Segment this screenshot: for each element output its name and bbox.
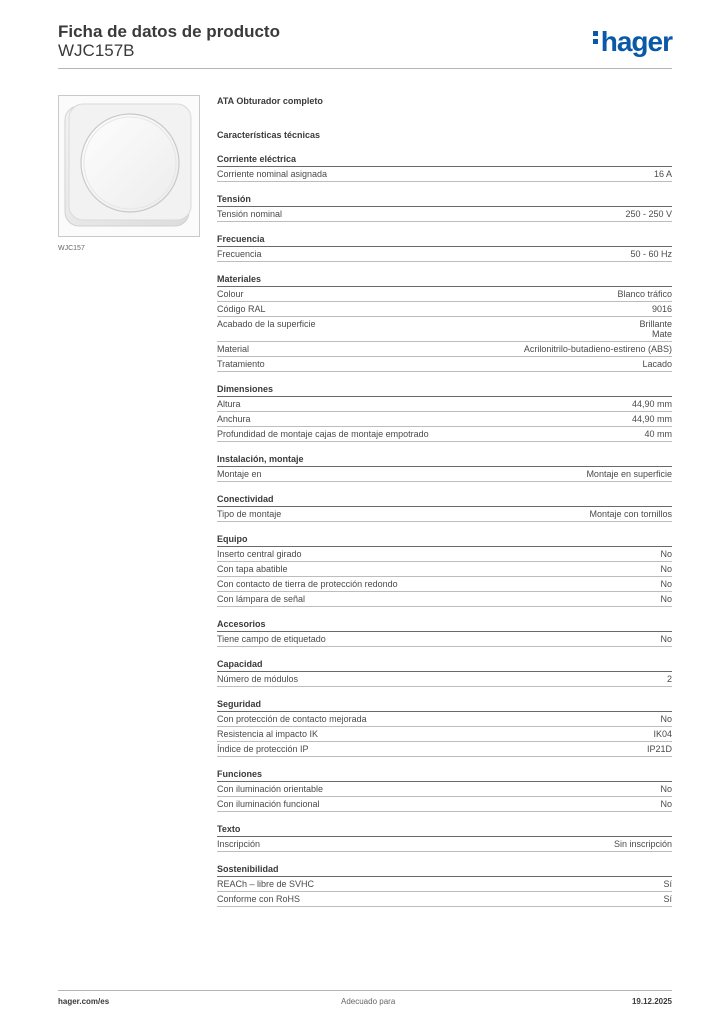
spec-row xyxy=(217,892,672,907)
section-title: Tensión xyxy=(217,192,672,207)
spec-row xyxy=(217,547,672,562)
spec-row xyxy=(217,287,672,302)
spec-row xyxy=(217,632,672,647)
spec-label: Con lámpara de señal xyxy=(217,594,306,604)
spec-row xyxy=(217,797,672,812)
spec-label: Montaje en xyxy=(217,469,262,479)
spec-label: Tratamiento xyxy=(217,359,265,369)
spec-value-line: No xyxy=(660,564,672,574)
spec-value xyxy=(639,319,672,339)
spec-value xyxy=(625,209,672,219)
spec-value xyxy=(589,509,672,519)
spec-value-line: Montaje con tornillos xyxy=(589,509,672,519)
spec-value-line: Sí xyxy=(663,894,672,904)
footer-website: hager.com/es xyxy=(58,997,110,1006)
section-title: Accesorios xyxy=(217,617,672,632)
header-divider xyxy=(58,68,672,69)
spec-value xyxy=(660,784,672,794)
product-code: WJC157B xyxy=(58,41,135,60)
logo-dots-icon xyxy=(593,28,599,47)
spec-value-line: IK04 xyxy=(653,729,672,739)
spec-value-line: No xyxy=(660,714,672,724)
section-title: Corriente eléctrica xyxy=(217,152,672,167)
spec-section xyxy=(217,657,672,687)
spec-label: Conforme con RoHS xyxy=(217,894,301,904)
spec-row xyxy=(217,837,672,852)
spec-value xyxy=(617,289,672,299)
document-header xyxy=(58,22,280,60)
spec-value-line: 2 xyxy=(666,674,672,684)
spec-label: Resistencia al impacto IK xyxy=(217,729,319,739)
product-image xyxy=(58,95,200,237)
product-name: ATA Obturador completo xyxy=(217,96,323,106)
spec-row xyxy=(217,742,672,757)
spec-row xyxy=(217,712,672,727)
spec-label: Con iluminación funcional xyxy=(217,799,320,809)
spec-value xyxy=(652,304,672,314)
spec-value xyxy=(660,549,672,559)
spec-value-line: No xyxy=(660,579,672,589)
spec-value-line: Acrilonitrilo-butadieno-estireno (ABS) xyxy=(523,344,672,354)
section-title: Conectividad xyxy=(217,492,672,507)
section-title: Seguridad xyxy=(217,697,672,712)
spec-label: Índice de protección IP xyxy=(217,744,309,754)
section-title: Instalación, montaje xyxy=(217,452,672,467)
spec-label: Tensión nominal xyxy=(217,209,283,219)
image-caption: WJC157 xyxy=(58,245,85,252)
section-title: Materiales xyxy=(217,272,672,287)
spec-value-line: 40 mm xyxy=(644,429,672,439)
spec-label: Colour xyxy=(217,289,244,299)
spec-label: Altura xyxy=(217,399,241,409)
spec-label: Con protección de contacto mejorada xyxy=(217,714,367,724)
wall-plate-cover-icon xyxy=(59,96,199,236)
spec-label: REACh – libre de SVHC xyxy=(217,879,315,889)
spec-section xyxy=(217,532,672,607)
spec-section xyxy=(217,232,672,262)
spec-section xyxy=(217,192,672,222)
spec-value xyxy=(663,894,672,904)
spec-row xyxy=(217,317,672,342)
spec-value-line: 50 - 60 Hz xyxy=(630,249,672,259)
spec-value-line: No xyxy=(660,634,672,644)
spec-value-line: Blanco tráfico xyxy=(617,289,672,299)
spec-row xyxy=(217,207,672,222)
spec-value xyxy=(660,799,672,809)
specifications xyxy=(217,94,672,907)
spec-row xyxy=(217,467,672,482)
spec-label: Material xyxy=(217,344,250,354)
spec-value xyxy=(632,399,672,409)
spec-value-line: 9016 xyxy=(651,304,672,314)
spec-label: Corriente nominal asignada xyxy=(217,169,328,179)
spec-value-line: 16 A xyxy=(653,169,672,179)
section-title: Equipo xyxy=(217,532,672,547)
spec-value-line: 44,90 mm xyxy=(631,399,672,409)
spec-value xyxy=(667,674,672,684)
spec-value xyxy=(660,579,672,589)
spec-section xyxy=(217,697,672,757)
spec-value xyxy=(660,564,672,574)
spec-label: Inserto central girado xyxy=(217,549,302,559)
spec-label: Acabado de la superficie xyxy=(217,319,316,329)
spec-label: Anchura xyxy=(217,414,251,424)
spec-value-line: IP21D xyxy=(646,744,672,754)
spec-value-line: No xyxy=(660,784,672,794)
spec-value xyxy=(663,879,672,889)
spec-row xyxy=(217,357,672,372)
spec-section xyxy=(217,617,672,647)
spec-label: Con iluminación orientable xyxy=(217,784,324,794)
section-title: Funciones xyxy=(217,767,672,782)
section-title: Capacidad xyxy=(217,657,672,672)
spec-value-line: Brillante xyxy=(639,319,672,329)
spec-section xyxy=(217,862,672,907)
spec-value xyxy=(642,359,672,369)
spec-label: Inscripción xyxy=(217,839,261,849)
spec-label: Número de módulos xyxy=(217,674,299,684)
spec-row xyxy=(217,592,672,607)
spec-row xyxy=(217,342,672,357)
section-title: Texto xyxy=(217,822,672,837)
logo-text: hager xyxy=(600,26,672,57)
spec-row xyxy=(217,782,672,797)
section-title: Dimensiones xyxy=(217,382,672,397)
spec-section xyxy=(217,492,672,522)
spec-value xyxy=(586,469,672,479)
technical-characteristics-heading: Características técnicas xyxy=(217,130,321,140)
spec-value-line: Montaje en superficie xyxy=(586,469,672,479)
spec-value xyxy=(632,414,672,424)
section-title: Sostenibilidad xyxy=(217,862,672,877)
spec-value xyxy=(524,344,672,354)
footer-divider xyxy=(58,990,672,991)
spec-section xyxy=(217,272,672,372)
spec-value xyxy=(660,714,672,724)
footer-date: 19.12.2025 xyxy=(631,997,672,1006)
spec-row xyxy=(217,247,672,262)
spec-value xyxy=(644,429,672,439)
spec-value-line: Sin inscripción xyxy=(613,839,672,849)
document-title: Ficha de datos de producto xyxy=(58,22,280,41)
spec-row xyxy=(217,727,672,742)
spec-section xyxy=(217,382,672,442)
spec-value xyxy=(647,744,672,754)
spec-value xyxy=(660,594,672,604)
spec-row xyxy=(217,562,672,577)
spec-value-line: 44,90 mm xyxy=(631,414,672,424)
spec-value xyxy=(653,729,672,739)
spec-value-line: Sí xyxy=(663,879,672,889)
spec-row xyxy=(217,507,672,522)
spec-row xyxy=(217,412,672,427)
spec-label: Tipo de montaje xyxy=(217,509,282,519)
spec-section xyxy=(217,452,672,482)
spec-row xyxy=(217,427,672,442)
spec-section xyxy=(217,822,672,852)
spec-label: Con contacto de tierra de protección redondo xyxy=(217,579,398,589)
spec-value xyxy=(630,249,672,259)
spec-section xyxy=(217,767,672,812)
spec-row xyxy=(217,167,672,182)
spec-value-line: No xyxy=(660,594,672,604)
hager-logo xyxy=(593,27,672,57)
section-title: Frecuencia xyxy=(217,232,672,247)
spec-row xyxy=(217,302,672,317)
spec-row xyxy=(217,397,672,412)
spec-label: Frecuencia xyxy=(217,249,262,259)
spec-value-line: 250 - 250 V xyxy=(625,209,672,219)
spec-label: Con tapa abatible xyxy=(217,564,288,574)
footer-suitable-for: Adecuado para xyxy=(341,997,396,1006)
spec-label: Tiene campo de etiquetado xyxy=(217,634,326,644)
spec-value xyxy=(654,169,672,179)
spec-row xyxy=(217,672,672,687)
spec-label: Profundidad de montaje cajas de montaje empotrado xyxy=(217,429,429,439)
spec-row xyxy=(217,877,672,892)
spec-value xyxy=(660,634,672,644)
spec-value-line: No xyxy=(660,799,672,809)
spec-row xyxy=(217,577,672,592)
spec-value-line: Lacado xyxy=(642,359,672,369)
spec-value xyxy=(614,839,672,849)
spec-value-line: No xyxy=(660,549,672,559)
spec-value-line: Mate xyxy=(651,329,672,339)
spec-section xyxy=(217,152,672,182)
spec-label: Código RAL xyxy=(217,304,266,314)
spec-sections xyxy=(217,152,672,907)
